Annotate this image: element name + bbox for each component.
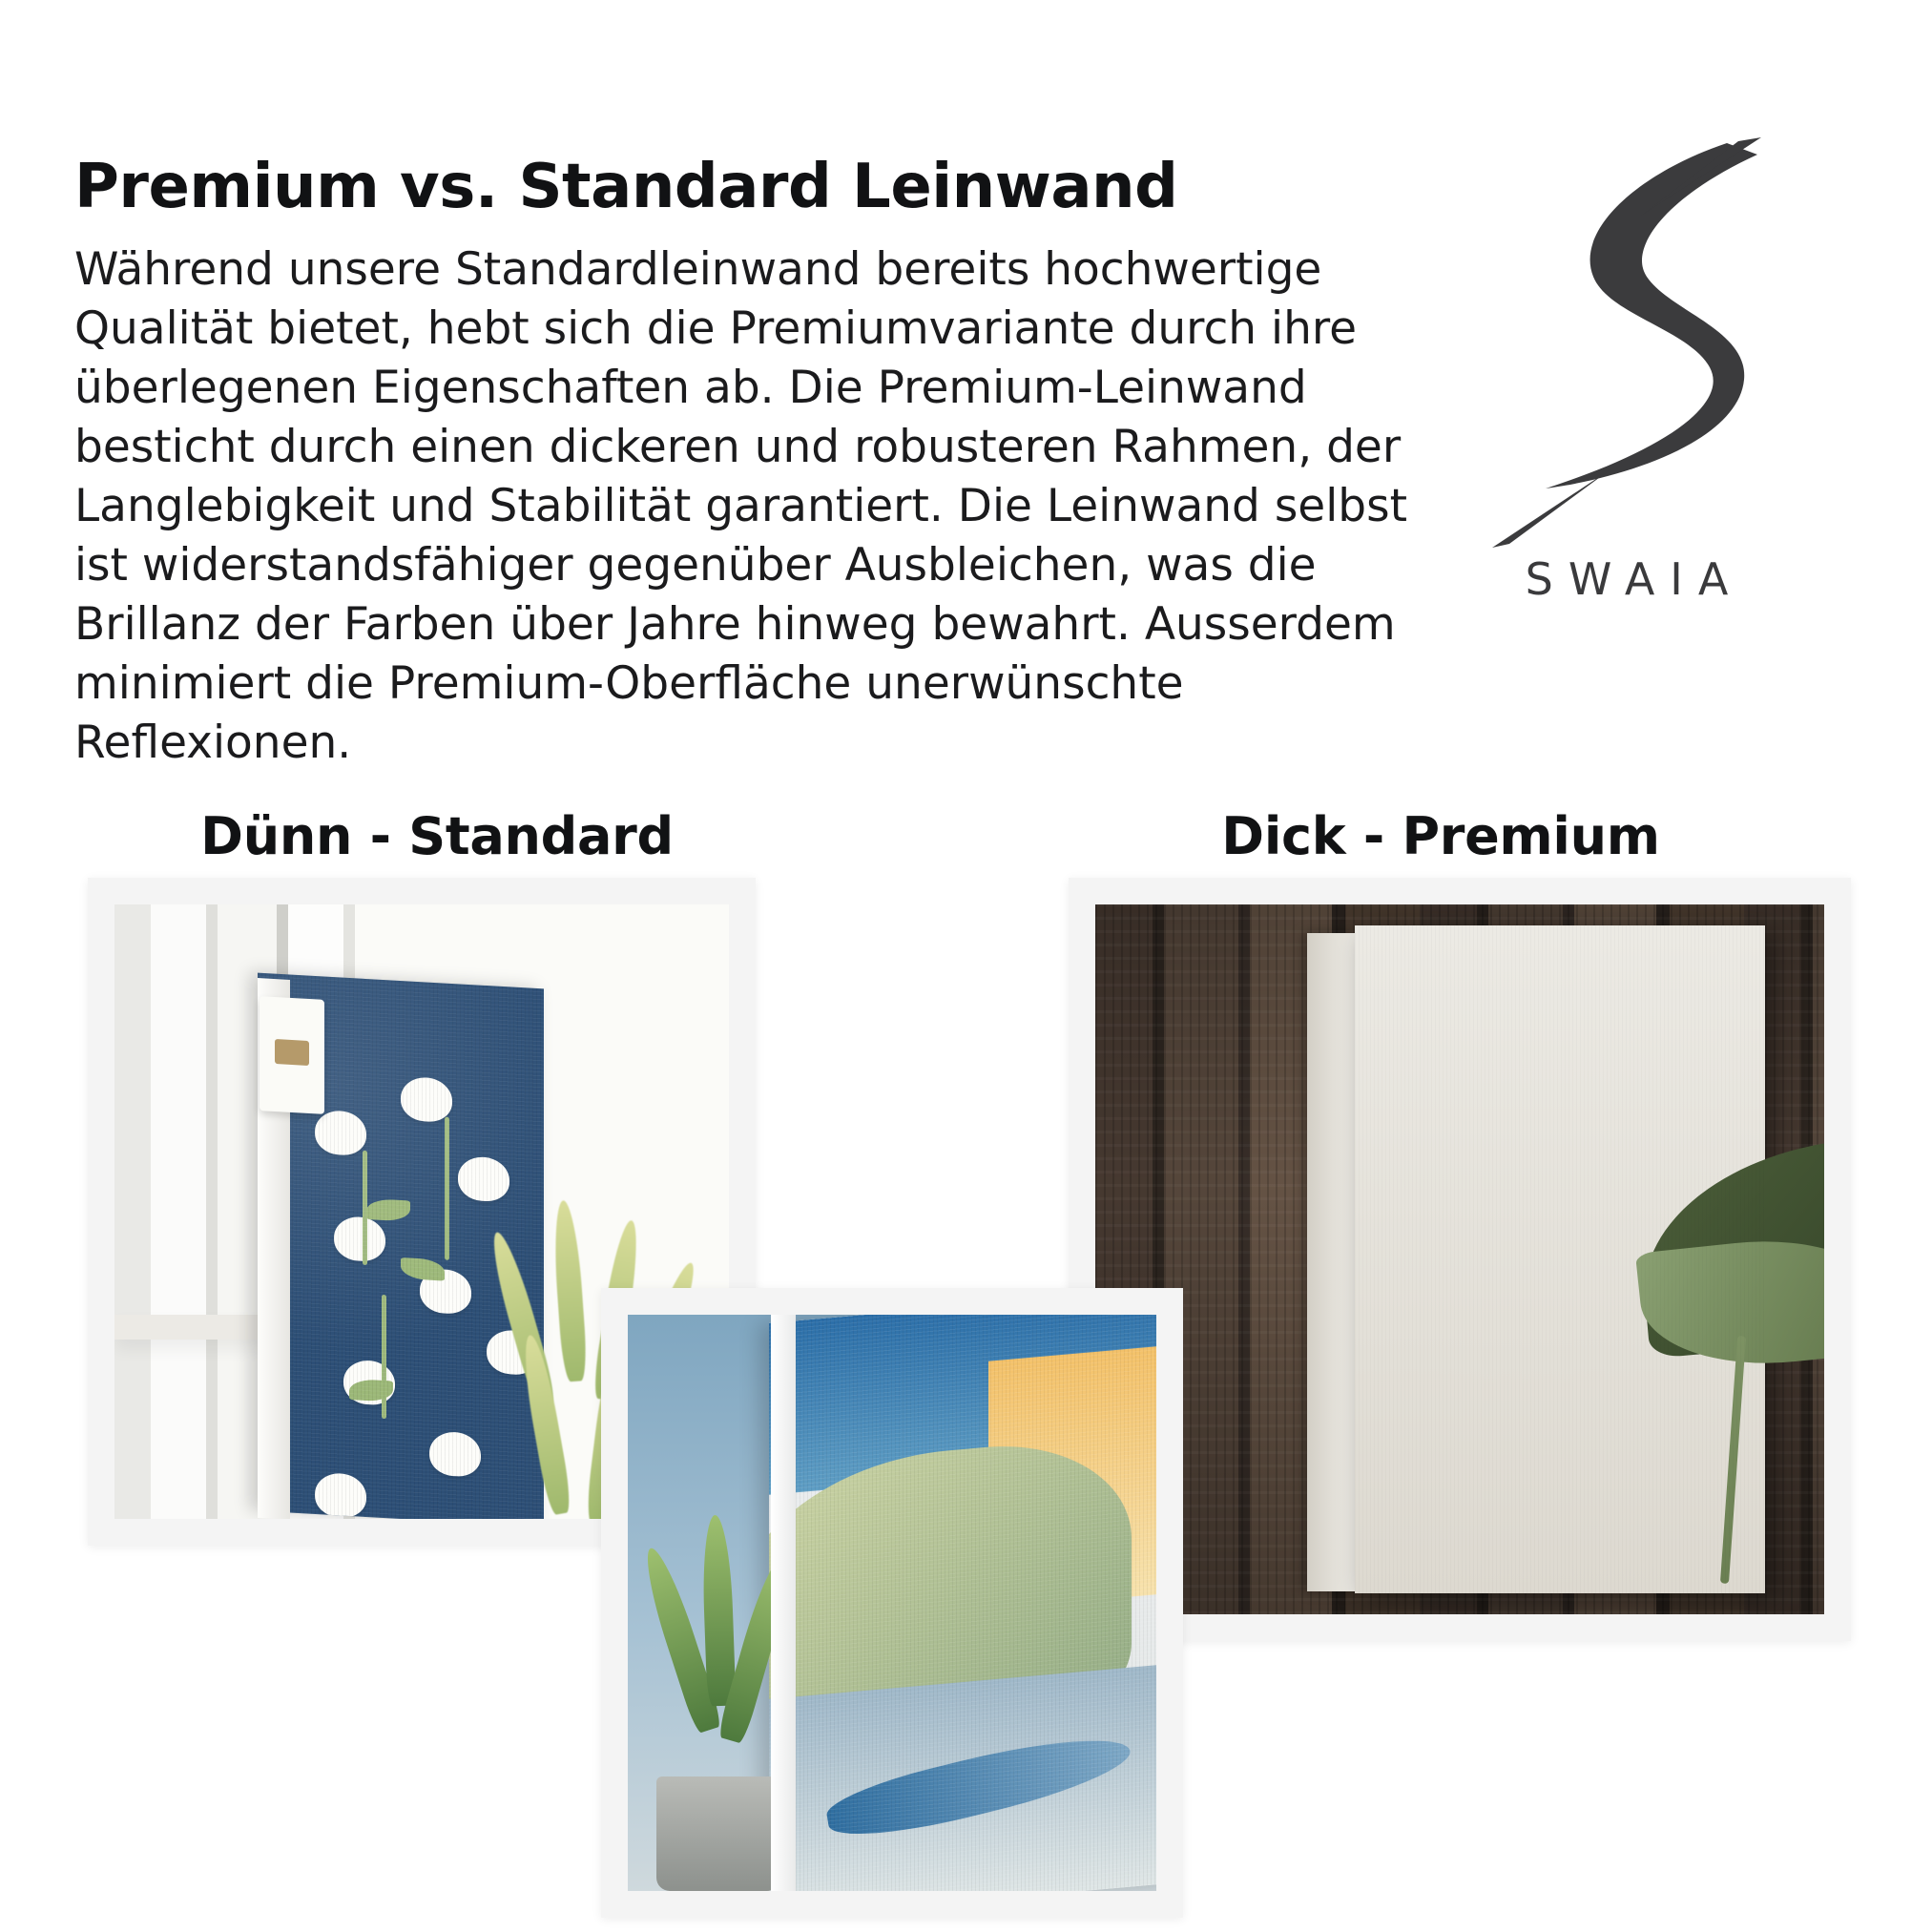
brand-logo [1469,134,1784,630]
label-premium: Dick - Premium [1221,806,1660,866]
artwork-hill [769,1435,1132,1756]
canvas-edge-detail-photo [628,1315,1156,1891]
plant-pot [656,1776,780,1891]
label-standard: Dünn - Standard [200,806,674,866]
premium-photo-card [1069,878,1851,1641]
canvas-corner-clip [260,996,324,1114]
thick-canvas-side-edge [1307,933,1359,1591]
leaf-lower [1635,1228,1824,1377]
description-paragraph: Während unsere Standardleinwand bereits hochwertige Qualität bietet, hebt sich die Premiumvariante durch ihre überlegenen Eigenschaften ab. Die Premium-Leinwand besticht durch einen dickeren und robusteren Rahmen, der Langlebigkeit und Stabilität garantiert. Die Leinwand selbst ist widerstandsfähiger gegenüber Ausbleichen, was die Brillanz der Farben über Jahre hinweg bewahrt. Ausserdem minimiert die Premium-Oberfläche unerwünschte Reflexionen. [74,243,1422,770]
leaf-stem [1720,1336,1746,1584]
swaia-s-logo-icon [1488,134,1765,553]
artwork-sky [769,1315,1156,1495]
detail-photo-card [601,1288,1183,1918]
brand-wordmark: SWAIA [1525,553,1744,605]
canvas-artwork-front [769,1315,1156,1891]
artwork-sun [988,1344,1156,1609]
canvas-wrapped-edge [771,1315,796,1891]
premium-thick-canvas-photo [1095,904,1824,1614]
artwork-water [769,1663,1156,1891]
page-title: Premium vs. Standard Leinwand [74,151,1178,222]
artwork-brush-streak [823,1720,1133,1850]
thick-canvas-front [1355,925,1765,1593]
